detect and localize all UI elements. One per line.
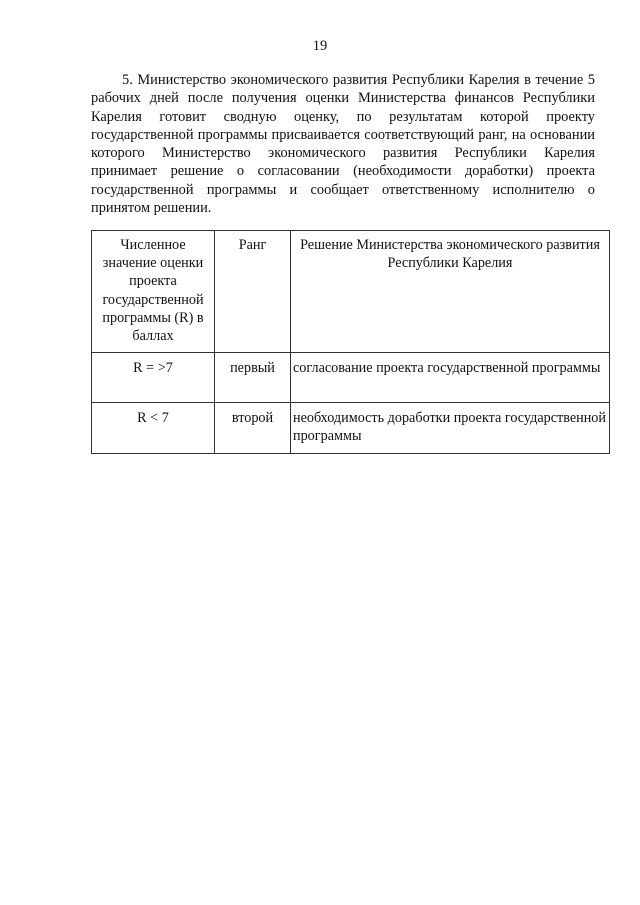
page-number: 19 xyxy=(312,38,328,54)
table-row xyxy=(92,403,610,453)
header-decision: Решение Министерства экономического развития Республики Карелия xyxy=(291,231,610,353)
header-rank: Ранг xyxy=(215,231,291,353)
cell-rank: первый xyxy=(215,353,291,403)
cell-decision: согласование проекта государственной программы xyxy=(291,353,610,403)
cell-value: R = >7 xyxy=(92,353,215,403)
cell-decision: необходимость доработки проекта государственной программы xyxy=(291,403,610,453)
body-paragraph: 5. Министерство экономического развития Республики Карелия в течение 5 рабочих дней после получения оценки Министерства финансов Республики Карелия готовит сводную оценку, по результатам которой проекту государственной программы присваивается соответствующий ранг, на основании которого Министерство экономического развития Республики Карелия принимает решение о согласовании (необходимости доработки) проекта государственной программы и сообщает ответственному исполнителю о принятом решении. xyxy=(91,72,595,217)
header-value: Численное значение оценки проекта государственной программы (R) в баллах xyxy=(92,231,215,353)
cell-value: R < 7 xyxy=(92,403,215,453)
table-row xyxy=(92,353,610,403)
rank-table xyxy=(91,230,610,454)
cell-rank: второй xyxy=(215,403,291,453)
table-header-row xyxy=(92,231,610,353)
